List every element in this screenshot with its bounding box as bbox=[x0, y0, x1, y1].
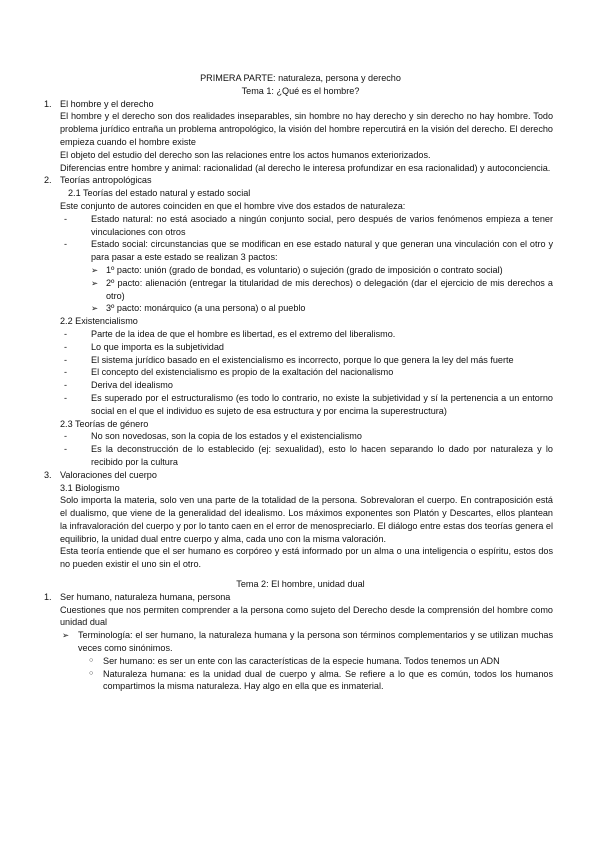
list-item-text: El concepto del existencialismo es propio de la exaltación del nacionalismo bbox=[91, 367, 394, 378]
circle-bullet-icon: ○ bbox=[89, 669, 94, 677]
list-item-text: Terminología: el ser humano, la naturaleza humana y la persona son términos complementarios y se utilizan muchas veces como sinónimos. bbox=[78, 630, 553, 654]
circle-bullet-icon: ○ bbox=[89, 656, 94, 664]
arrow-marker-icon: ➢ bbox=[91, 303, 99, 314]
section-2-heading bbox=[44, 174, 553, 187]
list-item-text: 3º pacto: monárquico (a una persona) o al pueblo bbox=[106, 303, 306, 314]
tema2-title: Tema 2: El hombre, unidad dual bbox=[236, 579, 365, 590]
subsection-2-2-title: 2.2 Existencialismo bbox=[60, 316, 138, 327]
list-item-text: Lo que importa es la subjetividad bbox=[91, 341, 224, 352]
list-item-text: Naturaleza humana: es la unidad dual de cuerpo y alma. Se refiere a lo que es común, todos los humanos compartimos la misma naturaleza. Hay algo en ella que es inmaterial. bbox=[103, 668, 553, 692]
subsection-2-1-list bbox=[48, 213, 553, 264]
list-item bbox=[48, 443, 553, 469]
subsection-2-1-title: 2.1 Teorías del estado natural y estado social bbox=[68, 188, 251, 199]
list-item bbox=[48, 354, 553, 367]
arrow-marker-icon: ➢ bbox=[91, 264, 99, 275]
pactos-list bbox=[48, 264, 553, 315]
list-item-text: 2º pacto: alienación (entregar la titularidad de mis derechos) o delegación (dar el ejercicio de mis derechos a otro) bbox=[106, 277, 553, 301]
dash-marker: - bbox=[64, 341, 68, 352]
section-number: 3. bbox=[44, 469, 52, 480]
section-number: 1. bbox=[44, 591, 52, 602]
document-body bbox=[44, 72, 553, 693]
tema1-title: Tema 1: ¿Qué es el hombre? bbox=[241, 85, 360, 96]
list-item bbox=[48, 430, 553, 443]
section-3-paragraph-1: Solo importa la materia, solo ven una parte de la totalidad de la persona. Sobrevaloran el cuerpo. En contraposición está el dualismo, que viene de la generalidad del idealismo. Los máximos exponentes son Platón y Descartes, ellos plantean la infravaloración del cuerpo y por lo tanto caen en el error de menospreciarlo. El diálogo entre estas dos teorías genera el equilibrio, la unidad dual entre cuerpo y alma, cada uno con la misma valoración. bbox=[60, 495, 553, 544]
section-number: 1. bbox=[44, 98, 52, 109]
subsection-2-3-title: 2.3 Teorías de género bbox=[60, 418, 149, 429]
list-item-text: Estado social: circunstancias que se modifican en ese estado natural y que generan una vinculación con el otro y para pasar a este estado se realizan 3 pactos: bbox=[91, 239, 553, 263]
list-item-text: Es superado por el estructuralismo (es todo lo contrario, no existe la subjetividad y sí la pertenencia a un entorno social en el que el individuo es sujeto de esa estructura y por encima la superestructura) bbox=[91, 392, 553, 416]
list-item bbox=[48, 655, 553, 668]
subsection-2-3-list bbox=[48, 430, 553, 468]
subsection-2-1-intro: Este conjunto de autores coinciden en que el hombre vive dos estados de naturaleza: bbox=[60, 200, 406, 211]
list-item bbox=[48, 264, 553, 277]
dash-marker: - bbox=[64, 213, 68, 224]
list-item-text: Deriva del idealismo bbox=[91, 380, 173, 391]
section-1-paragraph-2: El objeto del estudio del derecho son las relaciones entre los actos humanos exteriorizados. bbox=[60, 149, 431, 160]
list-item-text: El sistema jurídico basado en el existencialismo es incorrecto, porque lo que genera la ley del más fuerte bbox=[91, 354, 514, 365]
section-number: 2. bbox=[44, 175, 52, 186]
list-item-text: Ser humano: es ser un ente con las características de la especie humana. Todos tenemos un ADN bbox=[103, 655, 500, 666]
section-title: El hombre y el derecho bbox=[60, 98, 154, 109]
list-item-text: Es la deconstrucción de lo establecido (ej: sexualidad), esto lo hacen separando lo dado por naturaleza y lo recibido por la cultura bbox=[91, 444, 553, 467]
list-item-text: Estado natural: no está asociado a ningún conjunto social, pero después de varios fenómenos empieza a tener vinculaciones con otros bbox=[91, 213, 553, 237]
list-item bbox=[48, 341, 553, 354]
part-title: PRIMERA PARTE: naturaleza, persona y derecho bbox=[200, 73, 401, 83]
subsection-3-1-title: 3.1 Biologismo bbox=[60, 482, 120, 493]
tema2-section-1-heading bbox=[44, 591, 553, 604]
section-3-paragraph-2: Esta teoría entiende que el ser humano es corpóreo y está informado por un alma o una inteligencia o espíritu, estos dos no pueden existir el uno sin el otro. bbox=[60, 546, 553, 570]
dash-marker: - bbox=[64, 367, 68, 378]
list-item bbox=[48, 328, 553, 341]
section-3-heading bbox=[44, 469, 553, 482]
list-item bbox=[48, 302, 553, 315]
list-item bbox=[48, 213, 553, 239]
dash-marker: - bbox=[64, 328, 68, 339]
list-item bbox=[48, 277, 553, 303]
list-item-text: 1º pacto: unión (grado de bondad, es voluntario) o sujeción (grado de imposición o contrato social) bbox=[106, 264, 503, 275]
dash-marker: - bbox=[64, 380, 68, 391]
arrow-marker-icon: ➢ bbox=[91, 277, 99, 288]
section-1-heading bbox=[44, 98, 553, 111]
list-item-text: No son novedosas, son la copia de los estados y el existencialismo bbox=[91, 431, 362, 442]
list-item bbox=[48, 392, 553, 418]
list-item-text: Parte de la idea de que el hombre es libertad, es el extremo del liberalismo. bbox=[91, 328, 396, 339]
dash-marker: - bbox=[64, 239, 68, 250]
section-1-paragraph-3: Diferencias entre hombre y animal: racionalidad (al derecho le interesa profundizar en esa racionalidad) y autoconciencia. bbox=[60, 162, 551, 173]
list-item bbox=[48, 366, 553, 379]
section-title: Teorías antropológicas bbox=[60, 175, 152, 186]
subsection-2-2-list bbox=[48, 328, 553, 418]
arrow-marker-icon: ➢ bbox=[62, 630, 70, 641]
definitions-list bbox=[48, 655, 553, 693]
list-item bbox=[48, 379, 553, 392]
list-item bbox=[48, 668, 553, 694]
tema2-intro: Cuestiones que nos permiten comprender a la persona como sujeto del Derecho desde la comprensión del hombre como unidad dual bbox=[60, 604, 553, 628]
section-1-paragraph-1: El hombre y el derecho son dos realidades inseparables, sin hombre no hay derecho y sin derecho no hay hombre. Todo problema jurídico entraña un problema antropológico, la visión del hombre repercutirá en la visión del derecho. El derecho empieza cuando el hombre existe bbox=[60, 111, 553, 147]
dash-marker: - bbox=[64, 444, 68, 455]
section-title: Ser humano, naturaleza humana, persona bbox=[60, 591, 231, 602]
list-item bbox=[48, 238, 553, 264]
dash-marker: - bbox=[64, 392, 68, 403]
section-title: Valoraciones del cuerpo bbox=[60, 469, 157, 480]
terminology-list bbox=[48, 629, 553, 655]
list-item bbox=[48, 629, 553, 655]
dash-marker: - bbox=[64, 431, 68, 442]
dash-marker: - bbox=[64, 354, 68, 365]
